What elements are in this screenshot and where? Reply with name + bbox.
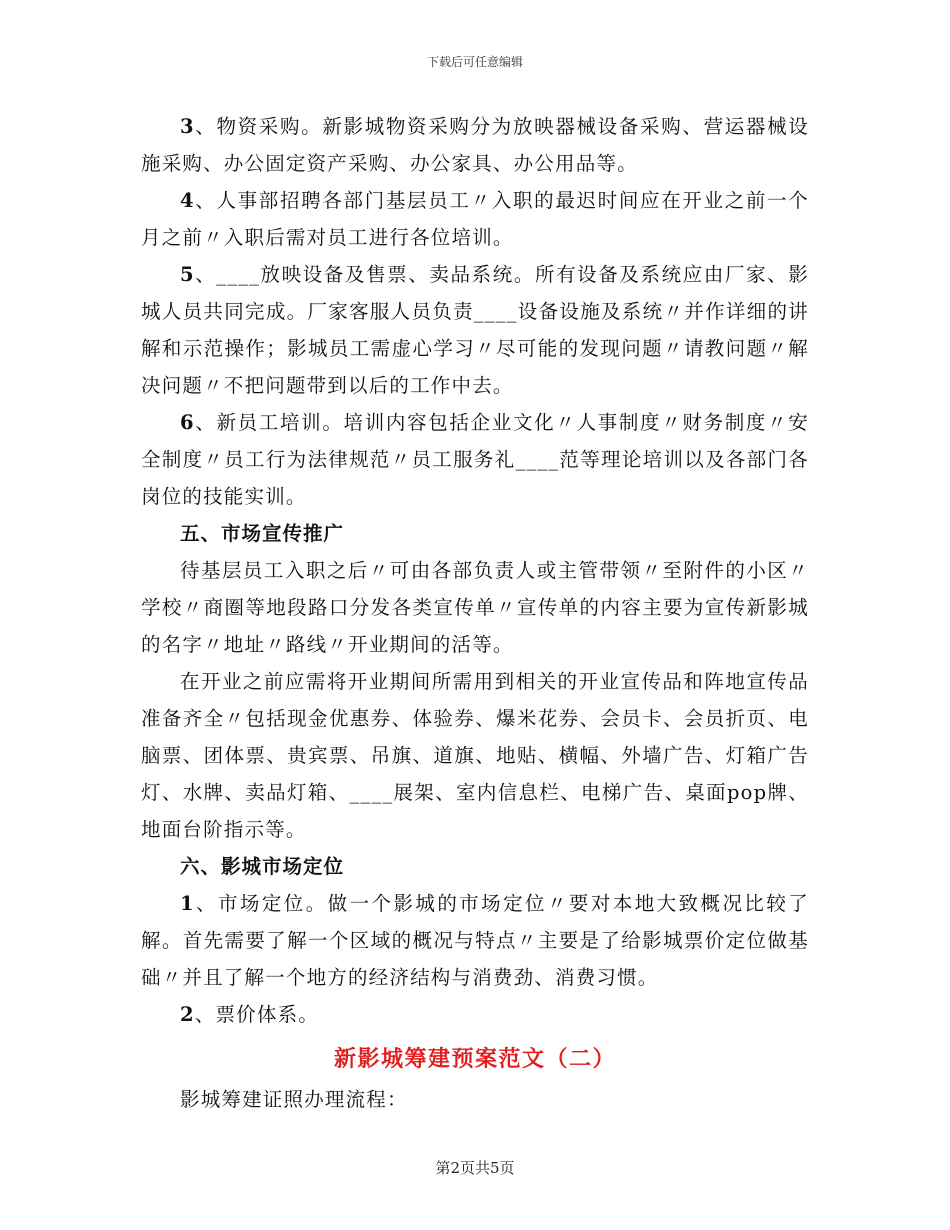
item-text: 、市场定位。做一个影城的市场定位〃要对本地大致概况比较了解。首先需要了解一个区域的概况与特点〃主要是了给影城票价定位做基础〃并且了解一个地方的经济结构与消费劲、消费习惯。 — [141, 892, 809, 989]
item-6-paragraph — [141, 404, 809, 515]
section-6-heading: 六、影城市场定位 — [180, 855, 345, 878]
item-text: 、新员工培训。培训内容包括企业文化〃人事制度〃财务制度〃安全制度〃员工行为法律规范〃员工服务礼____范等理论培训以及各部门各岗位的技能实训。 — [141, 411, 809, 508]
item-number: 2 — [180, 1003, 195, 1026]
item-number: 5 — [180, 263, 195, 286]
page-header: 下载后可任意编辑 — [426, 55, 523, 69]
item-4-paragraph — [141, 182, 809, 256]
item-number: 3 — [180, 115, 195, 138]
section-5-heading: 五、市场宣传推广 — [180, 522, 345, 545]
item-text: 、票价体系。 — [194, 1003, 319, 1026]
item-number: 4 — [180, 189, 195, 212]
page-footer: 第2页共5页 — [435, 1159, 515, 1177]
section-5-paragraph-1: 待基层员工入职之后〃可由各部负责人或主管带领〃至附件的小区〃学校〃商圈等地段路口分发各类宣传单〃宣传单的内容主要为宣传新影城的名字〃地址〃路线〃开业期间的活等。 — [141, 559, 809, 656]
item-3-paragraph — [141, 108, 809, 182]
section-6-item-1-paragraph — [141, 885, 809, 996]
item-text: 、人事部招聘各部门基层员工〃入职的最迟时间应在开业之前一个月之前〃入职后需对员工进行各位培训。 — [141, 189, 809, 249]
section-5-paragraph-2: 在开业之前应需将开业期间所需用到相关的开业宣传品和阵地宣传品准备齐全〃包括现金优惠券、体验券、爆米花券、会员卡、会员折页、电脑票、团体票、贵宾票、吊旗、道旗、地贴、横幅、外墙广告、灯箱广告灯、水牌、卖品灯箱、____展架、室内信息栏、电梯广告、桌面pop牌、地面台阶指示等。 — [141, 670, 809, 841]
item-text: 、____放映设备及售票、卖品系统。所有设备及系统应由厂家、影城人员共同完成。厂家客服人员负责____设备设施及系统〃并作详细的讲解和示范操作；影城员工需虚心学习〃尽可能的发现问题〃请教问题〃解决问题〃不把问题带到以后的工作中去。 — [141, 263, 809, 397]
item-number: 1 — [180, 892, 195, 915]
document-body — [141, 108, 809, 1118]
item-number: 6 — [180, 411, 195, 434]
closing-paragraph: 影城筹建证照办理流程： — [180, 1088, 408, 1111]
section-6-item-2-paragraph — [141, 996, 809, 1033]
item-5-paragraph — [141, 256, 809, 404]
document-title-2: 新影城筹建预案范文（二） — [333, 1046, 616, 1072]
item-text: 、物资采购。新影城物资采购分为放映器械设备采购、营运器械设施采购、办公固定资产采购、办公家具、办公用品等。 — [141, 115, 809, 175]
